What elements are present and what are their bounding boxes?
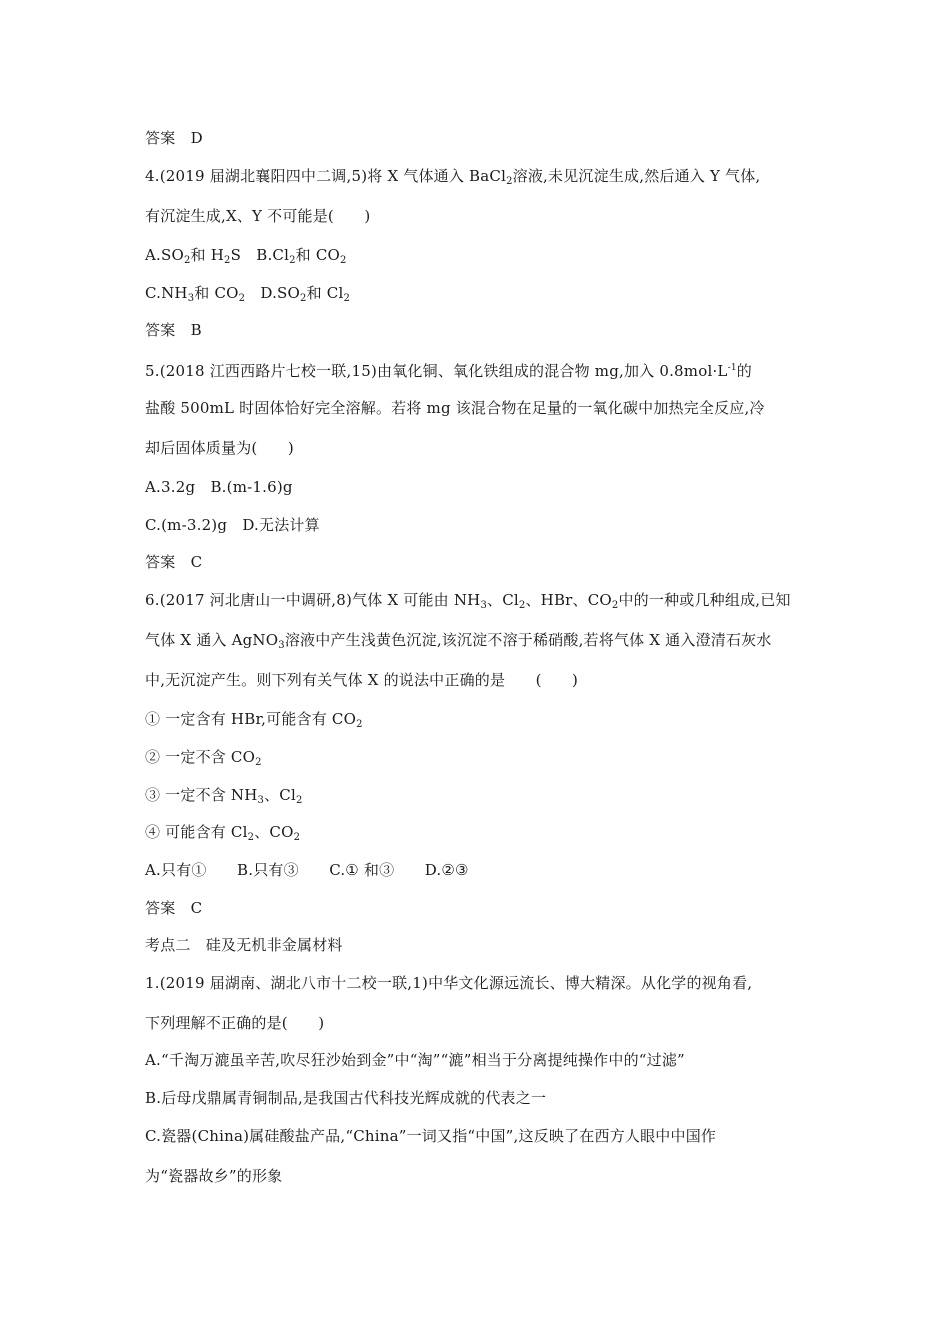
question-4-line1: 4.(2019 届湖北襄阳四中二调,5)将 X 气体通入 BaCl$_2$溶液,未见沉淀生成,然后通入 Y 气体, bbox=[145, 167, 761, 187]
question-5-options-cd: C.(m-3.2)g D.无法计算 bbox=[145, 516, 320, 534]
section2-question-1-option-b: B.后母戊鼎属青铜制品,是我国古代科技光辉成就的代表之一 bbox=[145, 1089, 547, 1107]
question-6-options: A.只有① B.只有③ C.① 和③ D.②③ bbox=[145, 861, 469, 879]
section2-question-1-option-a: A.“千淘万漉虽辛苦,吹尽狂沙始到金”中“淘”“漉”相当于分离提纯操作中的“过滤” bbox=[145, 1051, 685, 1069]
question-5-line2: 盐酸 500mL 时固体恰好完全溶解。若将 mg 该混合物在足量的一氧化碳中加热完全反应,冷 bbox=[145, 399, 765, 417]
question-6-line1: 6.(2017 河北唐山一中调研,8)气体 X 可能由 $NH_3$、$Cl_2$、HBr、$CO_2$中的一种或几种组成,已知 bbox=[145, 591, 791, 611]
question-5-line3: 却后固体质量为( ) bbox=[145, 439, 294, 457]
section2-question-1-line1: 1.(2019 届湖南、湖北八市十二校一联,1)中华文化源远流长、博大精深。从化学的视角看, bbox=[145, 974, 753, 992]
question-6-line2: 气体 X 通入 AgNO$_3$溶液中产生浅黄色沉淀,该沉淀不溶于稀硝酸,若将气体 X 通入澄清石灰水 bbox=[145, 631, 772, 651]
question-5-line1: 5.(2018 江西西路片七校一联,15)由氧化铜、氧化铁组成的混合物 mg,加入 $0.8mol\cdot L^{-1}$的 bbox=[145, 362, 752, 380]
answer-q4: 答案 B bbox=[145, 321, 202, 339]
question-5-options-ab: A.3.2g B.(m-1.6)g bbox=[145, 478, 293, 496]
question-6-line3: 中,无沉淀产生。则下列有关气体 X 的说法中正确的是 ( ) bbox=[145, 671, 579, 689]
question-6-statement-1: ① 一定含有 HBr,可能含有 $CO_2$ bbox=[145, 710, 363, 730]
answer-q5: 答案 C bbox=[145, 553, 203, 571]
section-heading: 考点二 硅及无机非金属材料 bbox=[145, 936, 343, 954]
section2-question-1-line2: 下列理解不正确的是( ) bbox=[145, 1014, 325, 1032]
question-6-statement-3: ③ 一定不含 $NH_3$、$Cl_2$ bbox=[145, 786, 303, 806]
answer-q6: 答案 C bbox=[145, 899, 203, 917]
answer-q3: 答案 D bbox=[145, 129, 203, 147]
question-4-line2: 有沉淀生成,X、Y 不可能是( ) bbox=[145, 207, 371, 225]
question-6-statement-2: ② 一定不含 $CO_2$ bbox=[145, 748, 262, 768]
question-4-options-cd: $C.NH_3$和 $CO_2$ $D.SO_2$和 $Cl_2$ bbox=[145, 284, 350, 304]
question-6-statement-4: ④ 可能含有 $Cl_2$、$CO_2$ bbox=[145, 823, 301, 843]
section2-question-1-option-c-line1: C.瓷器(China)属硅酸盐产品,“China”一词又指“中国”,这反映了在西方人眼中中国作 bbox=[145, 1127, 717, 1145]
question-4-options-ab: $A.SO_2$和 $H_2S$ $B.Cl_2$和 $CO_2$ bbox=[145, 246, 347, 266]
section2-question-1-option-c-line2: 为“瓷器故乡”的形象 bbox=[145, 1167, 283, 1185]
